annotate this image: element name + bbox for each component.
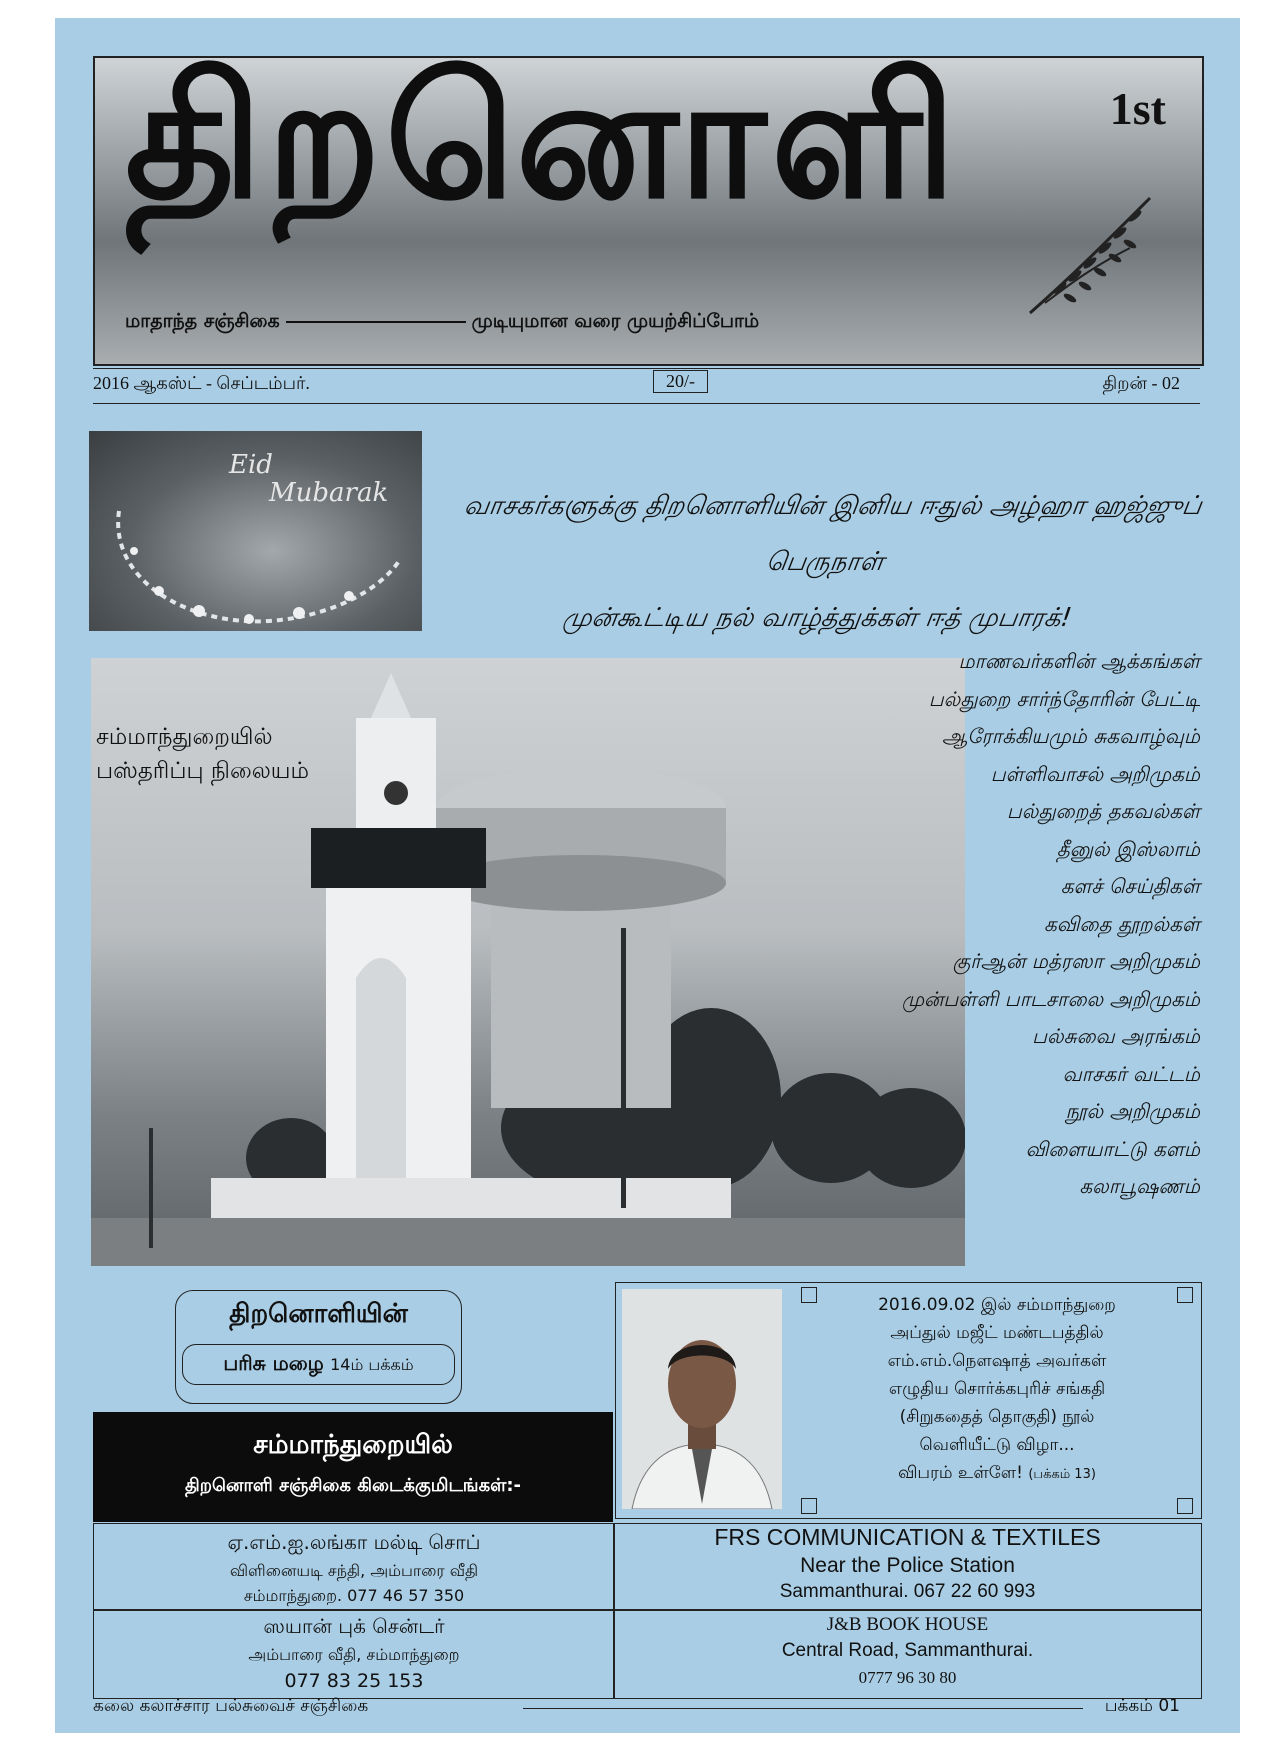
info-bar [93,373,1200,403]
eid-mubarak-card [89,431,422,631]
issue-number: திறன் - 02 [1102,373,1180,393]
masthead-tagline [125,310,759,335]
prize-box [175,1290,462,1404]
store-address: Central Road, Sammanthurai. [781,1640,1034,1661]
availability-title: சம்மாந்துறையில் [253,1430,453,1460]
greeting-line1: வாசகர்களுக்கு திறனொளியின் இனிய ஈதுல் அழ்ஹா ஹஜ்ஜுப் பெருநாள் [462,491,1204,577]
store-card [613,1609,1202,1699]
store-phone: Sammanthurai. 067 22 60 993 [779,1581,1036,1602]
launch-page-ref: (பக்கம் 13) [1028,1467,1096,1482]
availability-header [93,1412,613,1522]
footer-left: கலை கலாச்சார பல்சுவைச் சஞ்சிகை [93,1696,369,1716]
contents-item: நூல் அறிமுகம் [1065,1099,1200,1123]
launch-more: விபரம் உள்ளே! [898,1463,1023,1483]
store-name: ஸயான் புக் சென்டர் [263,1614,445,1638]
contents-item: கலாபூஷணம் [1079,1174,1200,1198]
tagline-right: முடியுமான வரை முயற்சிப்போம் [471,310,760,332]
store-address: Near the Police Station [800,1554,1015,1577]
store-phone: சம்மாந்துறை. 077 46 57 350 [243,1586,465,1605]
greeting-line2: முன்கூட்டிய நல் வாழ்த்துக்கள் ஈத் முபாரக்! [560,603,1074,633]
book-launch-text [812,1291,1182,1489]
prize-line-box [182,1344,455,1385]
eid-line1: Eid [229,450,273,480]
launch-line: வெளியீட்டு விழா... [919,1435,1075,1455]
prize-line: பரிசு மழை [223,1351,324,1375]
tagline-left: மாதாந்த சஞ்சிகை [125,310,280,332]
prize-title: திறனொளியின் [229,1299,408,1329]
contents-item: களச் செய்திகள் [1060,874,1200,898]
prize-page-ref: 14ம் பக்கம் [330,1355,414,1374]
contents-item: விளையாட்டு களம் [1025,1136,1200,1161]
launch-line: அப்துல் மஜீட் மண்டபத்தில் [890,1323,1104,1343]
contents-item: பல்துறைத் தகவல்கள் [1006,799,1200,823]
caption-line1: சம்மாந்துறையில் [96,724,273,750]
store-phone: 077 83 25 153 [284,1670,424,1692]
eid-line2: Mubarak [269,478,389,508]
store-card [93,1609,615,1699]
author-portrait [622,1289,782,1509]
launch-line: எழுதிய சொர்க்கபுரிச் சங்கதி [888,1379,1106,1399]
launch-line: (சிறுகதைத் தொகுதி) நூல் [899,1407,1095,1427]
price-box: 20/- [653,370,708,393]
paddy-sprig-icon [1020,188,1160,318]
store-name: FRS COMMUNICATION & TEXTILES [714,1524,1101,1550]
launch-line: 2016.09.02 இல் சம்மாந்துறை [878,1295,1116,1315]
footer-page: பக்கம் 01 [1104,1696,1180,1716]
book-launch-box [615,1282,1202,1519]
store-address: அம்பாரை வீதி, சம்மாந்துறை [248,1645,460,1664]
store-address: விளினையடி சந்தி, அம்பாரை வீதி [229,1561,479,1580]
photo-caption [96,720,309,788]
contents-item: கவிதை தூறல்கள் [1044,911,1200,936]
contents-item: பள்ளிவாசல் அறிமுகம் [990,761,1200,786]
masthead-title: திறனொளி [125,56,961,236]
store-name: J&B BOOK HOUSE [826,1614,989,1635]
store-name: ஏ.எம்.ஐ.லங்கா மல்டி சொப் [227,1530,481,1554]
floral-crescent-icon [99,471,409,631]
contents-item: ஆரோக்கியமும் சுகவாழ்வும் [941,724,1200,748]
caption-line2: பஸ்தரிப்பு நிலையம் [96,758,310,784]
contents-item: தீனுல் இஸ்லாம் [1056,836,1200,861]
contents-item: பல்சுவை அரங்கம் [1032,1024,1200,1048]
person-icon [622,1289,782,1509]
magazine-cover [55,18,1240,1733]
masthead [93,56,1204,366]
launch-line: எம்.எம்.நௌஷாத் அவர்கள் [887,1351,1107,1371]
eid-greeting [433,478,1217,646]
store-card [613,1523,1202,1611]
contents-item: வாசகர் வட்டம் [1062,1061,1200,1086]
contents-item: முன்பள்ளி பாடசாலை அறிமுகம் [901,986,1200,1011]
issue-date: 2016 ஆகஸ்ட் - செப்டம்பர். [93,373,310,393]
contents-item: பல்துறை சார்ந்தோரின் பேட்டி [928,686,1200,711]
store-card [93,1523,615,1611]
store-phone: 0777 96 30 80 [858,1668,957,1687]
edition-label: 1st [1109,83,1166,134]
contents-item: மாணவர்களின் ஆக்கங்கள் [958,649,1200,673]
contents-list [902,643,1200,1206]
contents-item: குர்ஆன் மத்ரஸா அறிமுகம் [952,949,1200,973]
availability-subtitle: திறனொளி சஞ்சிகை கிடைக்குமிடங்கள்:- [185,1475,521,1496]
